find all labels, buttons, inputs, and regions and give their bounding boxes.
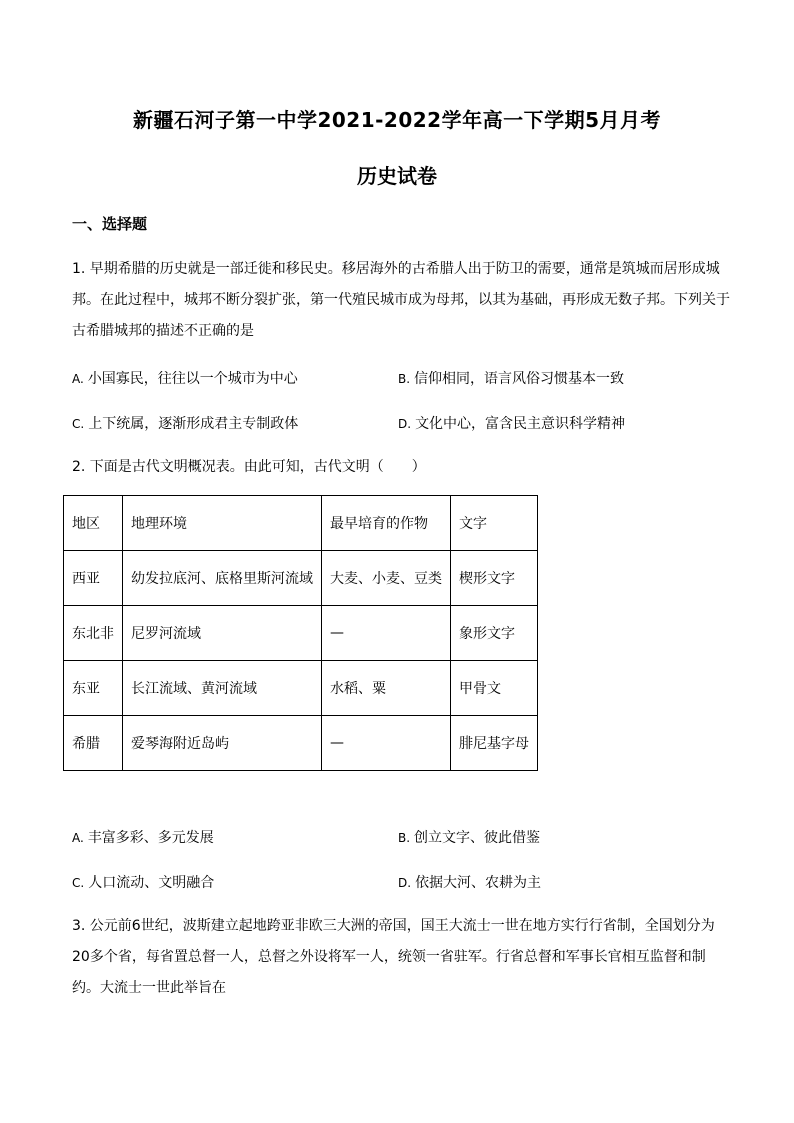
option-key: A. xyxy=(72,372,84,386)
option-key: B. xyxy=(398,831,411,845)
table-cell: 水稻、粟 xyxy=(322,661,451,716)
table-cell: — xyxy=(322,606,451,661)
table-cell: 西亚 xyxy=(64,551,123,606)
table-cell: 幼发拉底河、底格里斯河流域 xyxy=(123,551,322,606)
table-cell: 东亚 xyxy=(64,661,123,716)
option-key: B. xyxy=(398,372,411,386)
table-header-row xyxy=(64,496,538,551)
table-cell: 大麦、小麦、豆类 xyxy=(322,551,451,606)
question-1-option-d xyxy=(398,413,625,433)
table-row xyxy=(64,716,538,771)
table-header-cell: 文字 xyxy=(451,496,538,551)
table-header-cell: 最早培育的作物 xyxy=(322,496,451,551)
question-2-option-a xyxy=(72,827,214,847)
option-key: C. xyxy=(72,876,85,890)
question-3-stem: 3. 公元前6世纪，波斯建立起地跨亚非欧三大洲的帝国，国王大流士一世在地方实行行省制，全国划分为20多个省，每省置总督一人，总督之外设将军一人，统领一省驻军。行省总督和军事长官相互监督和制约。大流士一世此举旨在 xyxy=(72,918,715,996)
question-1-stem: 1. 早期希腊的历史就是一部迁徙和移民史。移居海外的古希腊人出于防卫的需要，通常是筑城而居形成城邦。在此过程中，城邦不断分裂扩张，第一代殖民城市成为母邦，以其为基础，再形成无数子邦。下列关于古希腊城邦的描述不正确的是 xyxy=(72,261,730,339)
option-text: 人口流动、文明融合 xyxy=(88,875,215,891)
option-text: 文化中心，富含民主意识科学精神 xyxy=(415,416,626,432)
table-cell: 腓尼基字母 xyxy=(451,716,538,771)
option-key: A. xyxy=(72,831,84,845)
exam-title: 新疆石河子第一中学2021-2022学年高一下学期5月月考 xyxy=(132,108,662,132)
question-2-option-b xyxy=(398,827,540,847)
option-text: 依据大河、农耕为主 xyxy=(415,875,542,891)
table-cell: 爱琴海附近岛屿 xyxy=(123,716,322,771)
table-header-cell: 地区 xyxy=(64,496,123,551)
question-2-option-d xyxy=(398,872,541,892)
table-cell: — xyxy=(322,716,451,771)
option-text: 丰富多彩、多元发展 xyxy=(87,830,214,846)
exam-subtitle: 历史试卷 xyxy=(357,164,437,188)
option-key: C. xyxy=(72,417,85,431)
option-text: 小国寡民，往往以一个城市为中心 xyxy=(87,371,298,387)
table-row xyxy=(64,661,538,716)
option-text: 创立文字、彼此借鉴 xyxy=(414,830,541,846)
question-1-option-a xyxy=(72,368,298,388)
option-text: 上下统属，逐渐形成君主专制政体 xyxy=(88,416,299,432)
table-cell: 甲骨文 xyxy=(451,661,538,716)
table-header-cell: 地理环境 xyxy=(123,496,322,551)
civilization-table xyxy=(63,495,538,771)
table-cell: 尼罗河流域 xyxy=(123,606,322,661)
question-1-option-c xyxy=(72,413,298,433)
option-key: D. xyxy=(398,876,412,890)
table-row xyxy=(64,606,538,661)
question-1-option-b xyxy=(398,368,624,388)
table-cell: 希腊 xyxy=(64,716,123,771)
table-cell: 象形文字 xyxy=(451,606,538,661)
section-heading: 一、选择题 xyxy=(72,215,148,233)
option-key: D. xyxy=(398,417,412,431)
question-2-option-c xyxy=(72,872,214,892)
table-cell: 长江流域、黄河流域 xyxy=(123,661,322,716)
table-row xyxy=(64,551,538,606)
table-cell: 东北非 xyxy=(64,606,123,661)
table-cell: 楔形文字 xyxy=(451,551,538,606)
option-text: 信仰相同，语言风俗习惯基本一致 xyxy=(414,371,625,387)
question-2-stem: 2. 下面是古代文明概况表。由此可知，古代文明（ ） xyxy=(72,459,426,475)
